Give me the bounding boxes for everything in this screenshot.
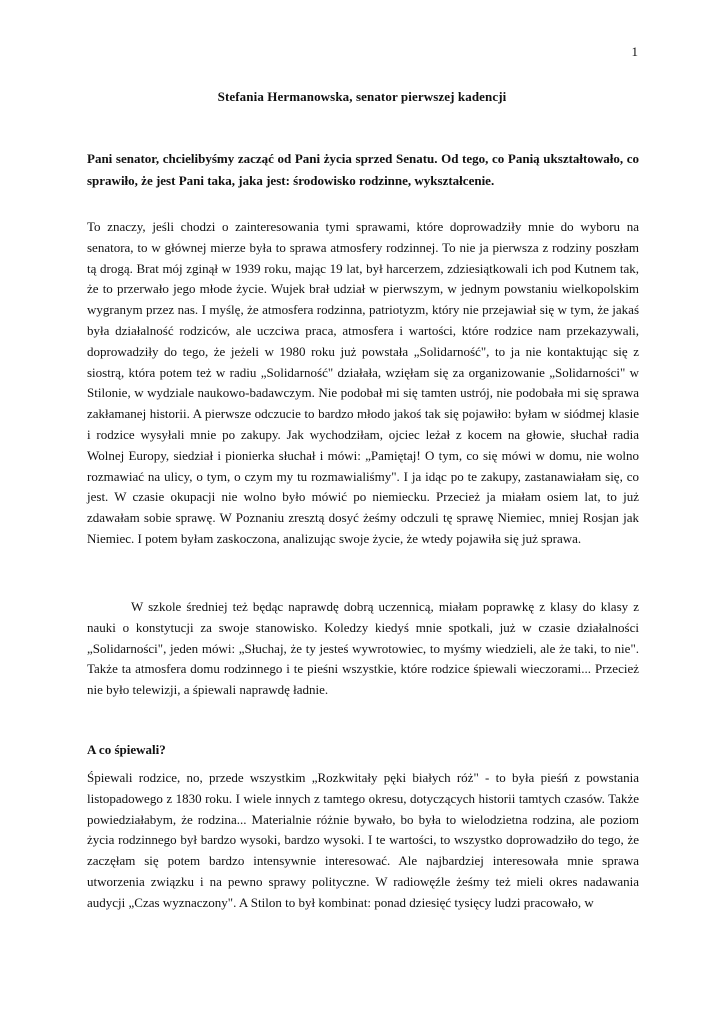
document-title: Stefania Hermanowska, senator pierwszej kadencji xyxy=(217,89,507,104)
question-1: Pani senator, chcielibyśmy zacząć od Pani życia sprzed Senatu. Od tego, co Panią ukształtowało, co sprawiło, że jest Pani taka, jaka jest: środowisko rodzinne, wykształcenie. xyxy=(87,151,639,188)
question-2: A co śpiewali? xyxy=(87,742,166,757)
answer-1-paragraph-2: W szkole średniej też będąc naprawdę dobrą uczennicą, miałam poprawkę z klasy do klasy z nauki o konstytucji za swoje stanowisko. Koledzy kiedyś mnie spotkali, już w czasie działalności „Solidarności", jeden mówi: „Słuchaj, że ty jesteś wywrotowiec, to myśmy wiedzieli, ale że taki, to nie". Także ta atmosfera domu rodzinnego i te pieśni wszystkie, które rodzice śpiewali wieczorami... Przecież nie było telewizji, a śpiewali naprawdę ładnie. xyxy=(87,599,639,698)
answer-1-paragraph-1: To znaczy, jeśli chodzi o zainteresowania tymi sprawami, które doprowadziły mnie do wyboru na senatora, to w głównej mierze była to sprawa atmosfery rodzinnej. To nie ja pierwsza z rodziny poszłam tą drogą. Brat mój zginął w 1939 roku, mając 19 lat, był harcerzem, zdziesiątkowali ich pod Kutnem tak, że to przerwało jego młode życie. Wujek brał udział w pierwszym, w jednym powstaniu wielkopolskim wygranym przez nas. I myślę, że atmosfera rodzinna, patriotyzm, który nie przejawiał się w tym, że jakaś była działalność rodziców, ale uczciwa praca, atmosfera i wartości, które rodzice nam przekazywali, doprowadziły do tego, że jeżeli w 1980 roku już powstała „Solidarność", to ja nie kontaktując się z siostrą, która potem też w radiu „Solidarność" działała, wzięłam się za organizowanie „Solidarności" w Stilonie, w wydziale naukowo-badawczym. Nie podobał mi się tamten ustrój, nie podobała mi się sprawa zakłamanej historii. A pierwsze odczucie to bardzo młodo jakoś tak się pojawiło: byłam w siódmej klasie i rodzice wysyłali mnie po zakupy. Jak wychodziłam, ojciec leżał z kocem na głowie, słuchał radia Wolnej Europy, siedział i pionierka słuchał i mówi: „Pamiętaj! O tym, co się mówi w domu, nie wolno rozmawiać na ulicy, o tym, o czym my tu rozmawialiśmy". I ja idąc po te zakupy, zastanawiałam się, co jest. W czasie okupacji nie wolno było mówić po niemiecku. Przecież ja miałam osiem lat, to już zdawałam sobie sprawę. W Poznaniu zresztą dosyć żeśmy odczuli tę sprawę Niemiec, mniej Rosjan jak Niemiec. I potem byłam zaskoczona, analizując swoje życie, że wtedy pojawiła się już sprawa. xyxy=(87,219,639,546)
page-number: 1 xyxy=(631,44,638,59)
answer-2-paragraph-1: Śpiewali rodzice, no, przede wszystkim „Rozkwitały pęki białych róż" - to była pieśń z powstania listopadowego z 1830 roku. I wiele innych z tamtego okresu, dotyczących historii tamtych czasów. Także powiedziałabym, że rodzina... Materialnie różnie bywało, bo była to wielodzietna rodzina, ale poziom życia rodzinnego był bardzo wysoki, bardzo wysoki. I te wartości, to wszystko doprowadziło do tego, że zaczęłam się potem bardzo intensywnie interesować. Ale najbardziej interesowała mnie sprawa utworzenia związku i na pewno sprawy polityczne. W radiowęźle żeśmy też mieli okres nadawania audycji „Czas wyznaczony". A Stilon to był kombinat: ponad dziesięć tysięcy ludzi pracowało, w xyxy=(87,770,639,910)
